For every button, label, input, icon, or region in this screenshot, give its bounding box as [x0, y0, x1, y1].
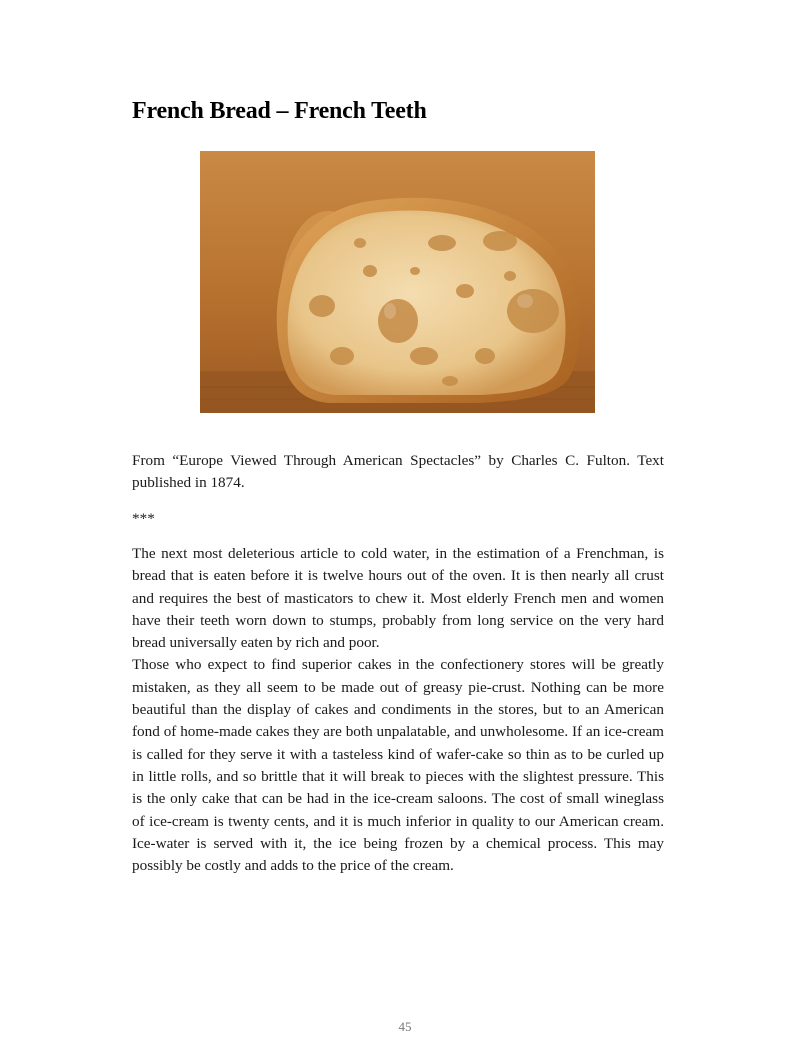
paragraph: Those who expect to find superior cakes in the confectionery stores will be greatly mistaken, as they all seem to be made out of greasy pie-crust. Nothing can be more beautiful than the display of cakes and condiments in the stores, but to an American fond of home-made cakes they are both unpalatable, and unwholesome. If an ice-cream is called for they serve it with a tasteless kind of wafer-cake so thin as to be curled up in little rolls, and so brittle that it will break to pieces with the slightest pressure. This is the only cake that can be had in the ice-cream saloons. The cost of small wineglass of ice-cream is twenty cents, and it is much inferior in quality to our American cream. Ice-water is served with it, the ice being frozen by a chemical process. This may possibly be costly and adds to the price of the cream.	[132, 656, 664, 875]
paragraph: The next most deleterious article to cold water, in the estimation of a Frenchman, is bread that is eaten before it is twelve hours out of the oven. It is then nearly all crust and requires the best of masticators to chew it. Most elderly French men and women have their teeth worn down to stumps, probably from long service on the very hard bread universally eaten by rich and poor.	[132, 545, 664, 652]
section-separator: ***	[132, 510, 155, 527]
page-title: French Bread – French Teeth	[132, 98, 427, 124]
body-text	[132, 543, 664, 877]
source-citation: From “Europe Viewed Through American Spectacles” by Charles C. Fulton. Text published in 1874.	[132, 452, 664, 492]
page-number: 45	[398, 1019, 412, 1034]
bread-photo	[200, 151, 595, 413]
